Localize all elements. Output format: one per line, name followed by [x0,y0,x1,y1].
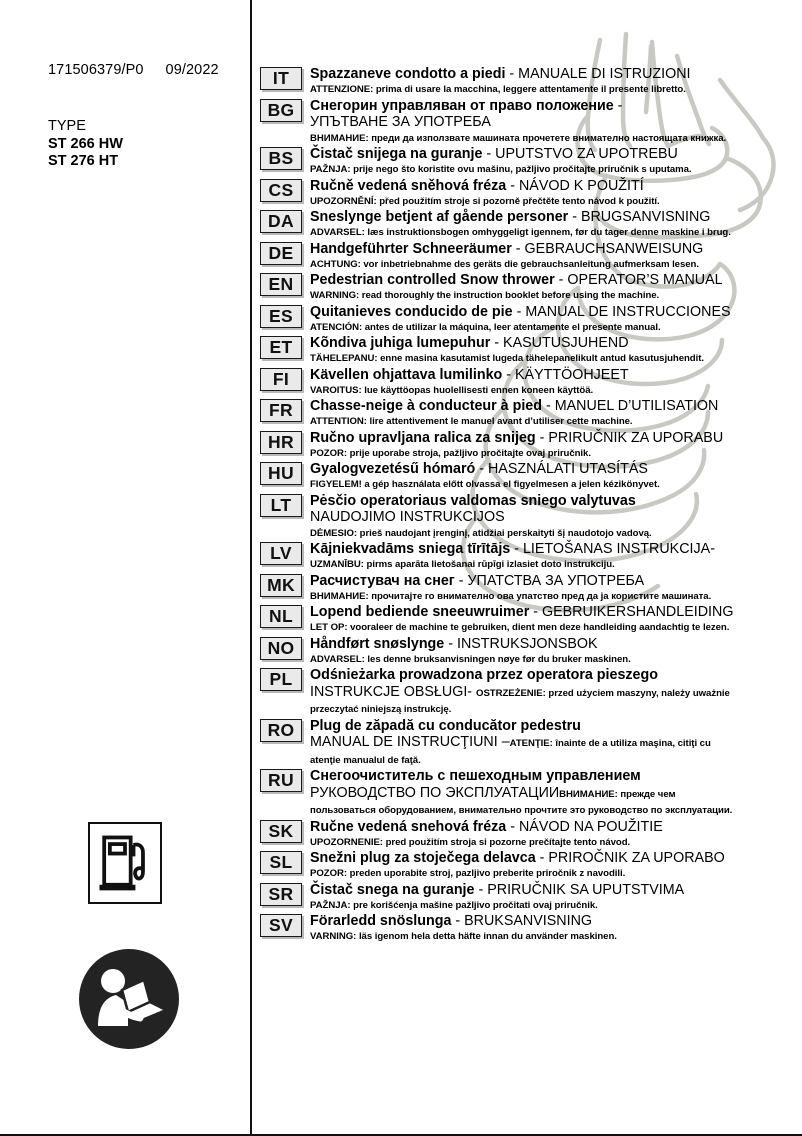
language-row [260,146,796,177]
language-warning: POZOR: preden uporabite stroj, pazljivo preberite priročnik z navodili. [310,868,626,879]
language-warning: ADVARSEL: læs instruktionsbogen omhyggeligt igennem, før du tager denne maskine i brug. [310,227,731,238]
language-text [310,541,796,572]
language-title [310,398,796,415]
language-text [310,178,796,209]
language-row [260,573,796,604]
language-text [310,461,796,492]
language-badge-en[interactable]: EN [260,273,302,296]
warning-inline: ВНИМАНИЕ: прежде чем [559,788,676,800]
title-bold: Čistač snega na guranje [310,881,475,898]
language-text [310,819,796,850]
title-regular: NÁVOD NA POUŽITIE [518,818,663,835]
language-row [260,718,796,768]
subtitle-text: INSTRUKCJE OBSŁUGI [310,683,468,700]
language-row [260,850,796,881]
title-regular: MANUALE DI ISTRUZIONI [518,66,691,82]
type-label: TYPE [48,118,86,134]
language-badge-sl[interactable]: SL [260,851,302,874]
language-row [260,882,796,913]
language-warning-continued: пользоваться оборудованием, внимательно прочтите это руководство по эксплуатации. [310,805,733,816]
title-regular: GEBRAUCHSANWEISUNG [524,240,704,257]
language-warning: PAŽNJA: pre korišćenja mašine pažljivo pročitati ovaj priručnik. [310,899,598,911]
title-separator: - [454,572,468,589]
language-warning: FIGYELEM! a gép használata előtt olvassa el figyelmesen a jelen kézikönyvet. [310,479,660,490]
title-regular: KÄYTTÖOHJEET [515,366,629,383]
language-row [260,335,796,366]
language-text [310,604,796,635]
title-separator: - [510,541,523,557]
language-title [310,430,796,447]
language-text [310,718,796,768]
language-subtitle [310,114,796,131]
title-regular: УПАТСТВА ЗА УПОТРЕБА [467,572,645,589]
language-badge-bg[interactable]: BG [260,99,302,122]
title-separator: - [529,604,542,620]
language-title [310,636,796,653]
title-bold: Handgeführter Schneeräumer [310,240,512,257]
title-regular: MANUAL DE INSTRUCCIONES [525,303,731,320]
title-bold: Pėsčio operatoriaus valdomas sniego valytuvas [310,492,636,509]
title-bold: Lopend bediende sneeuwruimer [310,604,530,620]
language-warning: VARNING: läs igenom hela detta häfte innan du använder maskinen. [310,931,617,942]
title-bold: Снегоочиститель с пешеходным управлением [310,768,641,784]
language-badge-et[interactable]: ET [260,336,302,359]
language-title [310,718,796,735]
language-row [260,604,796,635]
language-row [260,98,796,146]
language-title [310,98,796,115]
title-bold: Spazzaneve condotto a piedi [310,66,506,82]
title-separator: - [542,398,555,414]
model-2: ST 276 HT [48,153,119,169]
language-title [310,604,796,621]
language-warning: VAROITUS: lue käyttöopas huolellisesti ennen koneen käyttöä. [310,384,594,396]
language-title [310,573,796,590]
title-separator: - [505,66,519,82]
language-warning: ADVARSEL: les denne bruksanvisningen nøye før du bruker maskinen. [310,653,631,665]
document-meta [48,62,219,78]
language-title [310,541,796,558]
title-separator: - [475,461,488,477]
language-title [310,272,796,289]
language-badge-nl[interactable]: NL [260,605,302,628]
title-separator: - [444,635,457,652]
title-regular: GEBRUIKERSHANDLEIDING [541,604,734,620]
title-bold: Kõndiva juhiga lumepuhur [310,335,491,351]
language-text [310,430,796,461]
language-row [260,768,796,818]
title-regular: BRUGSANVISNING [580,209,711,225]
language-title [310,178,796,195]
title-regular: INSTRUKSJONSBOK [456,635,598,652]
title-separator: - [613,97,623,114]
language-badge-sr[interactable]: SR [260,883,302,906]
language-title [310,146,796,163]
language-row [260,272,796,303]
language-badge-de[interactable]: DE [260,242,302,265]
title-bold: Chasse-neige à conducteur à pied [310,398,542,414]
title-regular: OPERATOR’S MANUAL [567,272,723,288]
title-bold: Quitanieves conducido de pie [310,303,513,320]
language-row [260,819,796,850]
language-title [310,367,796,384]
right-column [252,0,802,1134]
language-warning: ВНИМАНИЕ: преди да използвате машината прочетете внимателно настоящата книжка. [310,132,727,144]
title-separator: - [451,913,465,929]
title-separator: - [506,818,519,835]
language-row [260,430,796,461]
language-warning: ВНИМАНИЕ: прочитајте го внимателно ова упатство пред да ја користите машината. [310,590,712,602]
title-bold: Ručne vedená snehová fréza [310,818,507,835]
read-manual-icon [78,948,180,1050]
title-bold: Čistač snijega na guranje [310,146,483,162]
left-column [0,0,250,1134]
language-title [310,335,796,352]
language-row [260,209,796,240]
language-text [310,272,796,303]
language-warning: LET OP: vooraleer de machine te gebruiken, dient men deze handleiding aandachtig te lezen. [310,622,730,633]
language-text [310,398,796,429]
title-bold: Ručno upravljana ralica za snijeg [310,429,536,446]
language-title [310,667,796,684]
language-row [260,493,796,541]
language-badge-es[interactable]: ES [260,305,302,328]
language-warning: ATTENZIONE: prima di usare la macchina, leggere attentamente il presente libretto. [310,84,686,95]
language-warning: DĖMESIO: prieš naudojant įrenginį, atidžiai perskaityti šį naudotojo vadovą. [310,527,652,539]
title-bold: Snežni plug za stoječega delavca [310,850,536,866]
language-text [310,882,796,913]
language-text [310,667,796,717]
language-badge-fr[interactable]: FR [260,399,302,422]
title-bold: Håndført snøslynge [310,635,445,652]
language-badge-hu[interactable]: HU [260,462,302,485]
title-separator: - [474,881,488,898]
language-text [310,768,796,818]
language-row [260,304,796,335]
title-regular: PRIRUČNIK SA UPUTSTVIMA [487,881,685,898]
subtitle-text: MANUAL DE INSTRUCŢIUNI [310,734,498,750]
title-regular: UPUTSTVO ZA UPOTREBU [495,146,678,162]
language-text [310,98,796,146]
language-badge-ro[interactable]: RO [260,719,302,742]
language-row [260,367,796,398]
subtitle-separator: - [467,683,477,700]
warning-inline: OSTRZEŻENIE: przed użyciem maszyny, należy uważnie [476,687,730,699]
language-warning: PAŽNJA: prije nego što koristite ovu mašinu, pažljivo pročitajte priručnik s uputama. [310,164,692,175]
title-bold: Kävellen ohjattava lumilinko [310,366,503,383]
title-bold: Kājniekvadāms sniega tīrītājs [310,541,511,557]
language-text [310,209,796,240]
language-badge-it[interactable]: IT [260,67,302,90]
language-badge-sk[interactable]: SK [260,820,302,843]
title-bold: Pedestrian controlled Snow thrower [310,272,555,288]
language-badge-fi[interactable]: FI [260,368,302,391]
language-title [310,913,796,930]
title-regular: LIETOŠANAS INSTRUKCIJA- [522,541,715,557]
title-separator: - [482,146,496,162]
language-row [260,913,796,944]
title-separator: - [512,303,526,320]
language-title [310,241,796,258]
language-badge-ru[interactable]: RU [260,769,302,792]
language-title [310,493,796,510]
model-1: ST 266 HW [48,135,123,152]
language-text [310,850,796,881]
title-bold: Снегорин управляван от право положение [310,97,614,114]
language-row [260,541,796,572]
language-badge-no[interactable]: NO [260,637,302,660]
document-code: 171506379/P0 [48,62,144,78]
language-row [260,461,796,492]
language-title [310,461,796,478]
language-warning: ATENCIÓN: antes de utilizar la máquina, leer atentamente el presente manual. [310,321,661,333]
title-bold: Gyalogvezetésű hómaró [310,461,476,477]
language-text [310,636,796,667]
title-regular: NÁVOD K POUŽITÍ [518,177,644,194]
language-title [310,66,796,83]
title-separator: - [506,177,519,194]
language-text [310,573,796,604]
language-warning: WARNING: read thoroughly the instruction booklet before using the machine. [310,290,660,301]
language-row [260,398,796,429]
language-row [260,667,796,717]
fuel-pump-icon [88,822,162,904]
language-title [310,304,796,321]
language-title [310,209,796,226]
language-title [310,819,796,836]
language-row [260,178,796,209]
language-badge-da[interactable]: DA [260,210,302,233]
language-warning: ATTENTION: lire attentivement le manuel avant d’utiliser cette machine. [310,416,633,427]
type-block [48,118,123,171]
language-title [310,768,796,785]
language-badge-pl[interactable]: PL [260,668,302,691]
title-separator: - [511,240,525,257]
document-date: 09/2022 [165,62,219,78]
language-text [310,241,796,272]
language-warning: ACHTUNG: vor inbetriebnahme des geräts die gebrauchsanleitung aufmerksam lesen. [310,258,699,270]
title-separator: - [502,366,515,383]
language-list [260,66,796,945]
warning-inline: ATENŢIE: înainte de a utiliza maşina, citiţi cu [509,738,711,749]
language-badge-lt[interactable]: LT [260,494,302,517]
language-warning-continued: atenţie manualul de faţă. [310,754,421,766]
title-bold: Odśnieżarka prowadzona przez operatora pieszego [310,667,658,683]
language-warning: UPOZORNENIE: pred použitím stroja si pozorne prečítajte tento návod. [310,836,631,848]
language-text [310,146,796,177]
language-badge-cs[interactable]: CS [260,179,302,202]
language-row [260,241,796,272]
language-subtitle [310,509,796,526]
title-regular: PRIROČNIK ZA UPORABO [548,850,725,866]
title-regular: KASUTUSJUHEND [503,335,629,351]
language-row [260,66,796,97]
title-bold: Расчистувач на снег [310,572,455,589]
title-separator: - [568,209,581,225]
language-badge-sv[interactable]: SV [260,914,302,937]
language-warning: TÄHELEPANU: enne masina kasutamist lugeda tähelepanelikult antud kasutusjuhendit. [310,353,704,364]
language-warning: POZOR: prije uporabe stroja, pažljivo pročitajte ovaj priručnik. [310,447,591,459]
language-badge-bs[interactable]: BS [260,147,302,170]
language-subtitle [310,684,796,702]
subtitle-text: NAUDOJIMO INSTRUKCIJOS [310,509,505,525]
language-warning: UZMANĪBU: pirms aparāta lietošanai rūpīgi izlasiet doto instrukciju. [310,559,615,570]
title-separator: - [554,272,568,288]
language-text [310,913,796,944]
title-regular: MANUEL D’UTILISATION [554,398,719,414]
language-subtitle [310,734,796,752]
title-bold: Sneslynge betjent af gående personer [310,209,569,225]
title-regular: HASZNÁLATI UTASÍTÁS [487,461,648,477]
language-badge-mk[interactable]: MK [260,574,302,597]
language-subtitle [310,785,796,803]
language-title [310,850,796,867]
title-bold: Plug de zăpadă cu conducător pedestru [310,717,581,734]
language-warning: UPOZORNĚNÍ: před použitím stroje si pozorně přečtěte tento návod k použití. [310,195,660,207]
language-badge-hr[interactable]: HR [260,431,302,454]
title-separator: - [535,850,549,866]
title-bold: Förarledd snöslunga [310,913,452,929]
title-regular: PRIRUČNIK ZA UPORABU [548,429,724,446]
subtitle-text: УПЪТВАНЕ ЗА УПОТРЕБА [310,114,491,130]
subtitle-text: РУКОВОДСТВО ПО ЭКСПЛУАТАЦИИ [310,784,560,801]
subtitle-separator: – [497,734,510,750]
language-row [260,636,796,667]
title-bold: Ručně vedená sněhová fréza [310,177,507,194]
language-text [310,493,796,541]
language-title [310,882,796,899]
language-text [310,304,796,335]
language-warning-continued: przeczytać niniejszą instrukcję. [310,704,452,715]
language-text [310,335,796,366]
title-regular: BRUKSANVISNING [464,913,593,929]
language-badge-lv[interactable]: LV [260,542,302,565]
language-text [310,367,796,398]
title-separator: - [535,429,549,446]
title-separator: - [490,335,504,351]
language-text [310,66,796,97]
